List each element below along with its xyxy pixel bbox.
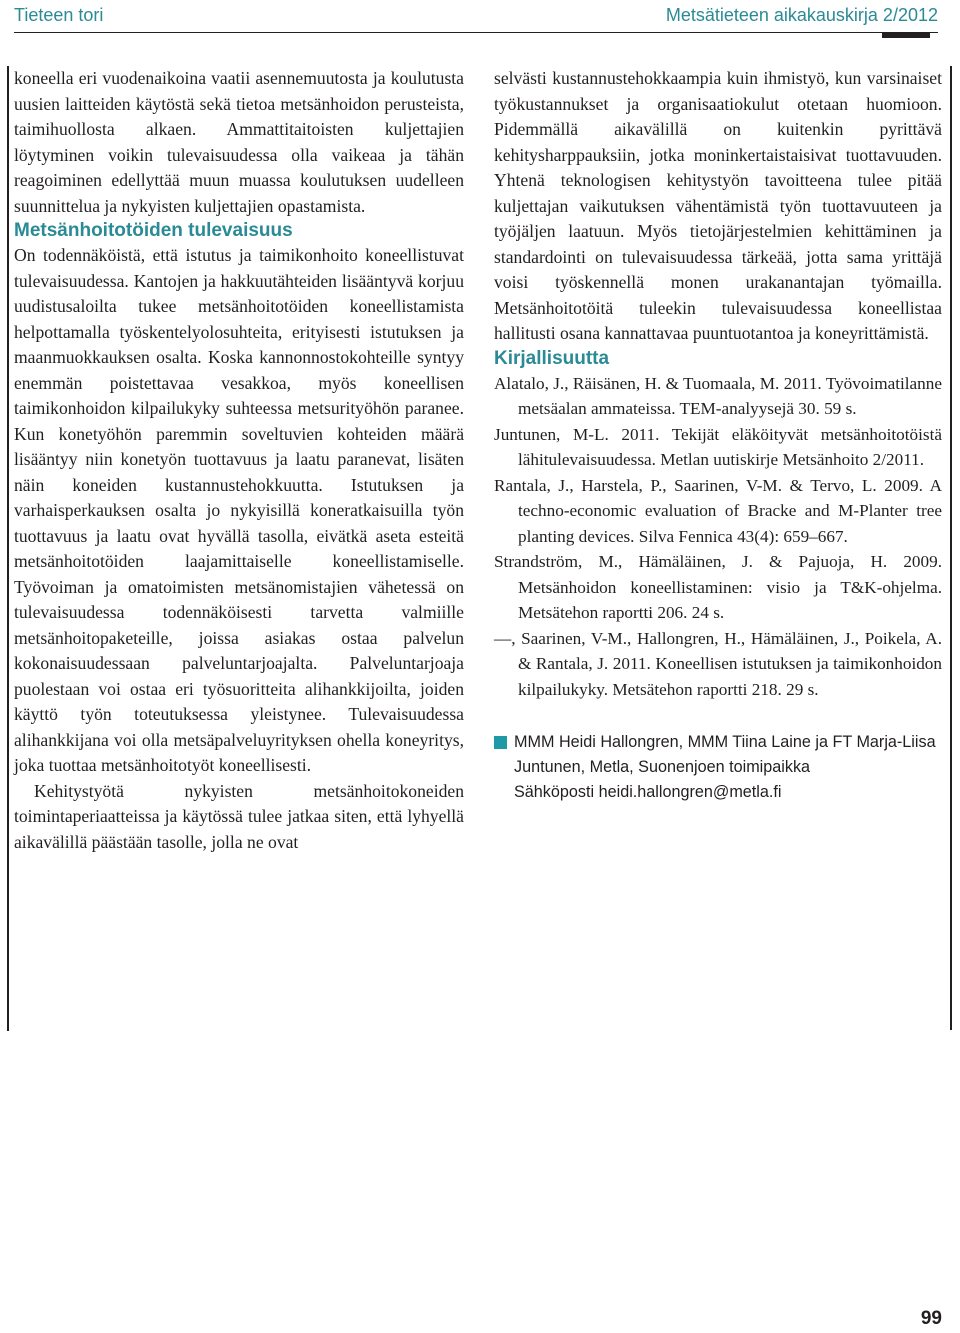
- left-margin-bar: [7, 66, 9, 1031]
- page-number: 99: [920, 1308, 942, 1329]
- body-paragraph-1: On todennäköistä, että istutus ja taimikonhoito koneellistuvat tulevaisuudessa. Kantojen ja hakkuutähteiden lisääntyvä korjuu uudistusaloilta tukee metsänhoitotöiden koneellistamista helpottamalla työskentelyolosuhteita, erityisesti istutuksen ja maanmuokkauksen osalta. Koska kannonnostokohteille syntyy enemmän poistettavaa vesakkoa, myös koneellisen taimikonhoidon kilpailukyky suhteessa metsurityöhön paranee. Kun konetyöhön paremmin soveltuvien kohteiden määrä lisääntyy niin konetyön tuottavuus ja laatu paranevat, lisäten näin koneiden kustannustehokkuutta. Istutuksen ja varhaisperkauksen osalta jo nykyisillä koneratkaisuilla työn tuottavuus ja laatu ovat hyvällä tasolla, eivätkä aseta esteitä metsänhoitotöiden laajamittaiselle koneellistamiselle. Työvoiman ja omatoimisten metsänomistajien vähetessä on tulevaisuudessa todennäköisesti tarvetta valmiille metsänhoitopaketeille, joissa asiakas ostaa palvelun kokonaisuudessaan palveluntarjoajalta. Palveluntarjoaja puolestaan voi ostaa eri työsuoritteita alihankkijoilta, joiden käyttö työn toteutuksessa yleistynee. Tulevaisuudessa alihankkijana voi olla metsäpalveluyrityksen ohella koneyritys, joka tuottaa metsänhoitotyöt koneellisesti.: [14, 245, 464, 775]
- reference-item: —, Saarinen, V-M., Hallongren, H., Hämäläinen, J., Poikela, A. & Rantala, J. 2011. Koneellisen istutuksen ja taimikonhoidon kilpailukyky. Metsätehon raportti 218. 29 s.: [494, 628, 942, 699]
- left-column: [14, 66, 464, 855]
- section-heading-references: Kirjallisuutta: [494, 347, 610, 369]
- reference-item: Rantala, J., Harstela, P., Saarinen, V-M. & Tervo, L. 2009. A techno-economic evaluation of Bracke and M-Planter tree planting devices. Silva Fennica 43(4): 659–667.: [494, 475, 942, 546]
- square-bullet-icon: [494, 736, 507, 749]
- journal-title: Metsätieteen aikakauskirja 2/2012: [665, 5, 938, 25]
- reference-item: Juntunen, M-L. 2011. Tekijät eläköityvät metsänhoitotöistä lähitulevaisuudessa. Metlan uutiskirje Metsänhoito 2/2011.: [494, 424, 942, 469]
- section-heading-future: Metsänhoitotöiden tulevaisuus: [14, 220, 293, 241]
- header-bar: [882, 32, 930, 38]
- author-info: [494, 730, 942, 805]
- author-email: Sähköposti heidi.hallongren@metla.fi: [514, 783, 782, 801]
- header-rule: [14, 32, 938, 33]
- right-margin-bar: [950, 66, 952, 1030]
- reference-item: Strandström, M., Hämäläinen, J. & Pajuoja, H. 2009. Metsänhoidon koneellistaminen: visio ja T&K-ohjelma. Metsätehon raportti 206. 24 s.: [494, 552, 942, 622]
- section-label: Tieteen tori: [14, 5, 104, 25]
- reference-list: [494, 371, 942, 703]
- author-names: MMM Heidi Hallongren, MMM Tiina Laine ja FT Marja-Liisa Juntunen, Metla, Suonenjoen toimipaikka: [514, 733, 936, 776]
- body-paragraph-2: Kehitystyötä nykyisten metsänhoitokoneiden toimintaperiaatteissa ja käytössä tulee jatkaa siten, että lyhyellä aikavälillä päästään tasolle, jolla ne ovat: [14, 780, 464, 852]
- reference-item: Alatalo, J., Räisänen, H. & Tuomaala, M. 2011. Työvoimatilanne metsäalan ammateissa. TEM-analyysejä 30. 59 s.: [494, 373, 942, 418]
- continued-paragraph: selvästi kustannustehokkaampia kuin ihmistyö, kun varsinaiset työkustannukset ja organisaatiokulut otetaan huomioon. Pidemmällä aikavälillä on kuitenkin pyrittävä kehitysharppauksiin, jotka moninkertaistaisivat tuottavuuden. Yhtenä teknologisen kehitystyön tavoitteena tulee pitää kuljettajan vaikutuksen vähentämistä työn tuottavuuteen ja työjäljen laatuun. Myös tietojärjestelmien kehittäminen ja standardointi on tulevaisuudessa tärkeää, jotta sama yrittäjä voisi työskennellä monen urakanantajan työmailla. Metsänhoitotöitä tuleekin tulevaisuudessa koneellistaa hallitusti osana kannattavaa puuntuotantoa ja koneyrittämistä.: [494, 68, 942, 343]
- right-column: [494, 66, 942, 805]
- intro-paragraph: koneella eri vuodenaikoina vaatii asennemuutosta ja koulutusta uusien laitteiden käytöstä sekä tietoa metsänhoidon perusteista, taimihuollosta alkaen. Ammattitaitoisten kuljettajien löytyminen voikin tulevaisuudessa olla vaikeaa ja tähän reagoiminen edellyttää muun muassa koulutuksen uudelleen suunnittelua ja nykyisten kuljettajien opastamista.: [14, 68, 464, 216]
